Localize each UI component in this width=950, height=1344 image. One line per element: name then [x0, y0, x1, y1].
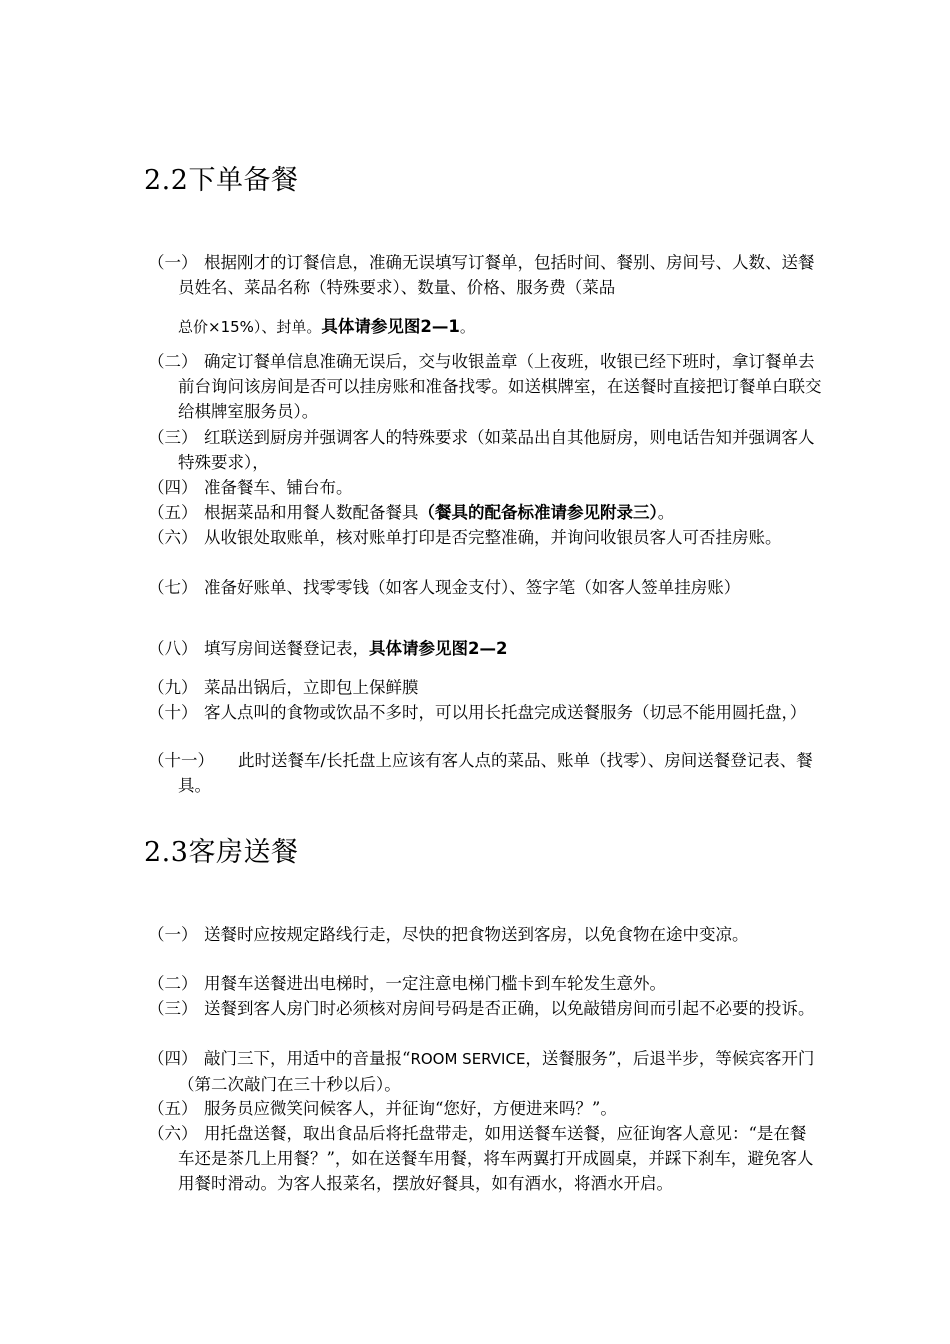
list-item-2-2-3 [148, 425, 822, 475]
item-text: 红联送到厨房并强调客人的特殊要求（如菜品出自其他厨房，则电话告知并强调客人特殊要求）， [178, 428, 815, 472]
item-text: 从收银处取账单，核对账单打印是否完整准确，并询问收银员客人可否挂房账。 [204, 528, 782, 547]
item-number: （八） [148, 639, 198, 658]
item-text: 服务员应微笑问候客人，并征询“您好，方便进来吗？”。 [204, 1099, 617, 1118]
item-number: （三） [148, 999, 198, 1018]
list-item-2-3-6 [148, 1121, 822, 1196]
item-text: 此时送餐车/长托盘上应该有客人点的菜品、账单（找零）、房间送餐登记表、餐具。 [178, 751, 813, 795]
item-number: （一） [148, 253, 198, 272]
item-tail: 。 [657, 503, 675, 522]
item-tail: ，送餐服务”，后退半步，等候宾客开门（第二次敲门在三十秒以后）。 [178, 1049, 815, 1094]
item-number: （六） [148, 1124, 198, 1143]
item-text: 填写房间送餐登记表， [204, 639, 369, 658]
item-number: （二） [148, 352, 198, 371]
item-text: 用托盘送餐，取出食品后将托盘带走，如用送餐车送餐，应征询客人意见：“是在餐车还是茶几上用餐？”，如在送餐车用餐，将车两翼打开成圆桌，并踩下刹车，避免客人用餐时滑动。为客人报菜名，摆放好餐具，如有酒水，将酒水开启。 [178, 1124, 814, 1193]
list-item-2-3-3 [148, 996, 822, 1021]
list-item-2-2-10 [148, 700, 822, 725]
list-item-2-2-1-continued [148, 314, 822, 340]
list-item-2-3-5 [148, 1096, 822, 1121]
item-number: （五） [148, 503, 198, 522]
list-item-2-2-8 [148, 636, 822, 661]
item-number: （一） [148, 925, 198, 944]
list-item-2-3-4 [148, 1046, 822, 1097]
item-number: （十） [148, 703, 198, 722]
item-number: （三） [148, 428, 198, 447]
item-text: 送餐到客人房门时必须核对房间号码是否正确，以免敲错房间而引起不必要的投诉。 [204, 999, 815, 1018]
item-text: 准备餐车、铺台布。 [204, 478, 353, 497]
item-text: 客人点叫的食物或饮品不多时，可以用长托盘完成送餐服务（切忌不能用圆托盘，） [204, 703, 807, 722]
item-text: 根据菜品和用餐人数配备餐具 [204, 503, 419, 522]
section-heading-2-3: 2.3客房送餐 [144, 837, 299, 868]
list-item-2-2-9 [148, 675, 822, 700]
list-item-2-2-1 [148, 250, 822, 300]
item-text: 总价×15%）、封单。 [178, 318, 322, 336]
item-number: （九） [148, 678, 198, 697]
item-text-latin: ROOM SERVICE [410, 1050, 526, 1068]
list-item-2-2-4 [148, 475, 822, 500]
list-item-2-2-7 [148, 575, 822, 600]
list-item-2-2-5 [148, 500, 822, 525]
item-number: （七） [148, 578, 198, 597]
item-text: 送餐时应按规定路线行走，尽快的把食物送到客房，以免食物在途中变凉。 [204, 925, 749, 944]
item-tail: 。 [459, 318, 475, 336]
item-number: （四） [148, 478, 198, 497]
item-text: 确定订餐单信息准确无误后，交与收银盖章（上夜班，收银已经下班时，拿订餐单去前台询问该房间是否可以挂房账和准备找零。如送棋牌室，在送餐时直接把订餐单白联交给棋牌室服务员）。 [178, 352, 822, 421]
item-number: （二） [148, 974, 198, 993]
item-bold-reference: 具体请参见图2—2 [369, 639, 508, 658]
item-number: （五） [148, 1099, 198, 1118]
list-item-2-3-1 [148, 922, 822, 947]
list-item-2-2-11 [148, 748, 822, 798]
item-text: 准备好账单、找零零钱（如客人现金支付）、签字笔（如客人签单挂房账） [204, 578, 741, 597]
item-number: （四） [148, 1049, 198, 1068]
item-number: （六） [148, 528, 198, 547]
item-text: 用餐车送餐进出电梯时，一定注意电梯门槛卡到车轮发生意外。 [204, 974, 666, 993]
list-item-2-2-2 [148, 349, 822, 424]
section-heading-2-2: 2.2下单备餐 [144, 165, 299, 196]
item-text: 敲门三下，用适中的音量报“ [204, 1049, 411, 1068]
item-number: （十一） [148, 751, 214, 770]
item-bold-reference: 具体请参见图2—1 [321, 317, 460, 336]
list-item-2-3-2 [148, 971, 822, 996]
list-item-2-2-6 [148, 525, 822, 550]
item-text: 根据刚才的订餐信息，准确无误填写订餐单，包括时间、餐别、房间号、人数、送餐员姓名、菜品名称（特殊要求）、数量、价格、服务费（菜品 [178, 253, 815, 297]
item-text: 菜品出锅后，立即包上保鲜膜 [204, 678, 419, 697]
item-bold-reference: （餐具的配备标准请参见附录三） [418, 503, 658, 522]
